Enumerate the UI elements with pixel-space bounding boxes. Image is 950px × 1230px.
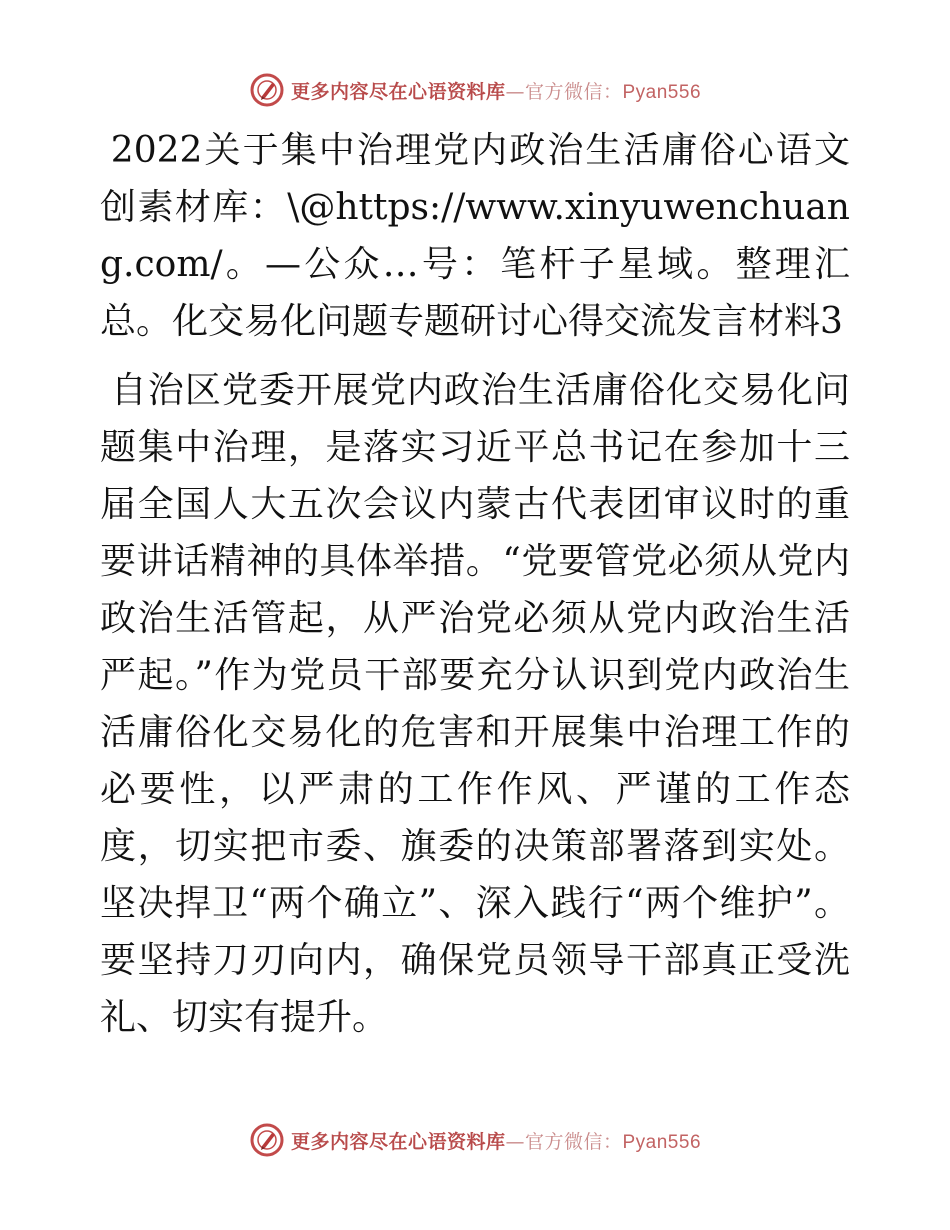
document-paragraph: 自治区党委开展党内政治生活庸俗化交易化问题集中治理，是落实习近平总书记在参加十三届全国人大五次会议内蒙古代表团审议时的重要讲话精神的具体举措。“党要管党必须从党内政治生活管起，从严治党必须从党内政治生活严起。”作为党员干部要充分认识到党内政治生活庸俗化交易化的危害和开展集中治理工作的必要性，以严肃的工作作风、严谨的工作态度，切实把市委、旗委的决策部署落到实处。坚决捍卫“两个确立”、深入践行“两个维护”。要坚持刀刃向内，确保党员领导干部真正受洗礼、切实有提升。 bbox=[100, 370, 850, 1038]
watermark-dash: — bbox=[505, 1130, 525, 1153]
watermark-wechat-label: 官方微信： bbox=[524, 80, 623, 103]
watermark-site-name: 更多内容尽在心语资料库 bbox=[290, 1130, 506, 1153]
header-watermark bbox=[0, 72, 950, 108]
document-title: 2022关于集中治理党内政治生活庸俗心语文创素材库：\@https://www.xinyuwenchuang.com/。—公众…号：笔杆子星域。整理汇总。化交易化问题专题研讨心得交流发言材料3 bbox=[100, 130, 850, 342]
watermark-wechat-id: Pyan556 bbox=[622, 1131, 702, 1153]
watermark-text bbox=[291, 77, 701, 104]
document-body bbox=[100, 122, 850, 1046]
footer-watermark bbox=[0, 1122, 950, 1158]
watermark-wechat-id: Pyan556 bbox=[622, 81, 702, 103]
brand-logo-icon bbox=[249, 72, 285, 108]
brand-logo-icon bbox=[249, 1122, 285, 1158]
watermark-wechat-label: 官方微信： bbox=[524, 1130, 623, 1153]
watermark-site-name: 更多内容尽在心语资料库 bbox=[290, 80, 506, 103]
watermark-dash: — bbox=[505, 80, 525, 103]
watermark-text bbox=[291, 1127, 701, 1154]
